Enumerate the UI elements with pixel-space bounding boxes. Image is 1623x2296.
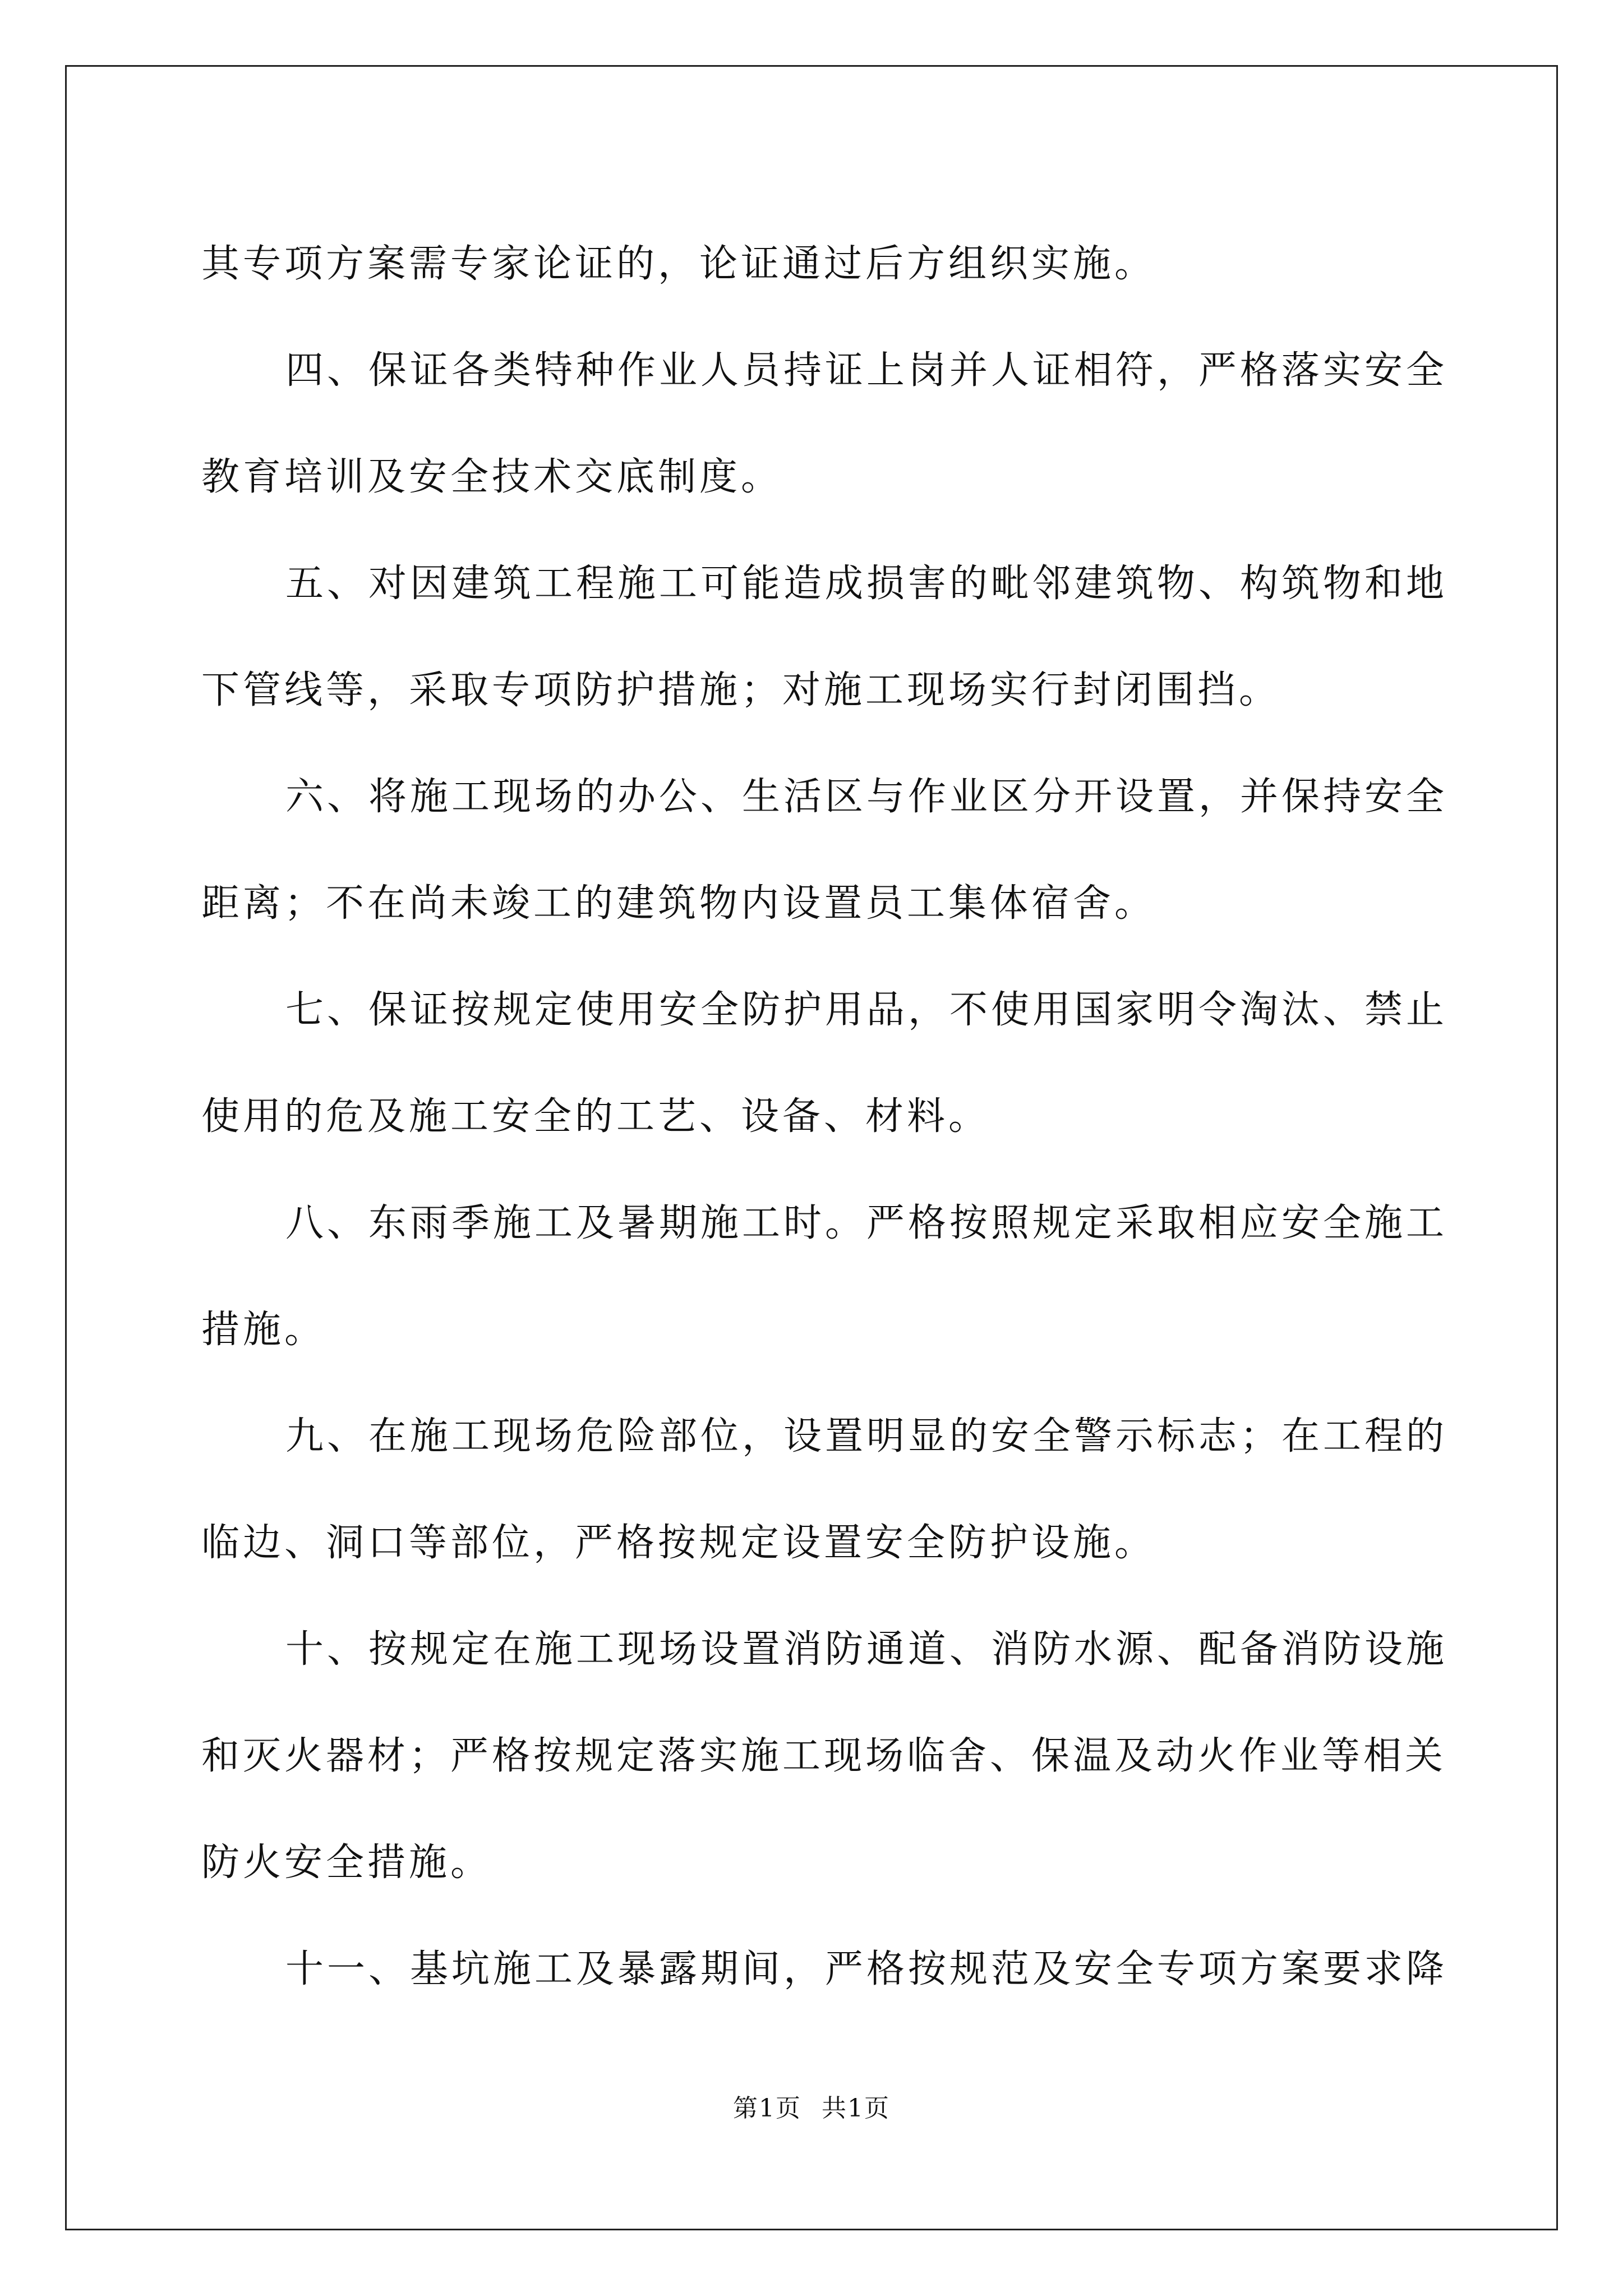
text-line: 十、按规定在施工现场设置消防通道、消防水源、配备消防设施 [285,1627,1448,1672]
text-line: 七、保证按规定使用安全防护用品，不使用国家明令淘汰、禁止 [285,988,1448,1032]
text-line: 使用的危及施工安全的工艺、设备、材料。 [201,1094,990,1139]
text-line: 距离；不在尚未竣工的建筑物内设置员工集体宿舍。 [201,881,1156,926]
text-line: 五、对因建筑工程施工可能造成损害的毗邻建筑物、构筑物和地 [285,562,1448,606]
text-line: 九、在施工现场危险部位，设置明显的安全警示标志；在工程的 [285,1414,1448,1458]
page-footer [0,2088,1623,2124]
document-body [201,211,1448,2023]
text-line: 临边、洞口等部位，严格按规定设置安全防护设施。 [201,1521,1156,1565]
text-line: 十一、基坑施工及暴露期间，严格按规范及安全专项方案要求降 [285,1947,1448,1991]
text-line: 措施。 [201,1308,326,1352]
text-line: 防火安全措施。 [201,1841,492,1885]
text-line: 和灭火器材；严格按规定落实施工现场临舍、保温及动火作业等相关 [201,1734,1447,1778]
page-number-current: 第1页 [733,2094,801,2123]
text-line: 四、保证各类特种作业人员持证上岗并人证相符，严格落实安全 [285,348,1448,393]
text-line: 六、将施工现场的办公、生活区与作业区分开设置，并保持安全 [285,775,1448,819]
page-number-total: 共1页 [822,2094,890,2123]
text-line: 其专项方案需专家论证的，论证通过后方组织实施。 [201,242,1156,286]
text-line: 八、东雨季施工及暑期施工时。严格按照规定采取相应安全施工 [285,1201,1448,1245]
text-line: 教育培训及安全技术交底制度。 [201,455,783,499]
text-line: 下管线等，采取专项防护措施；对施工现场实行封闭围挡。 [201,668,1281,712]
